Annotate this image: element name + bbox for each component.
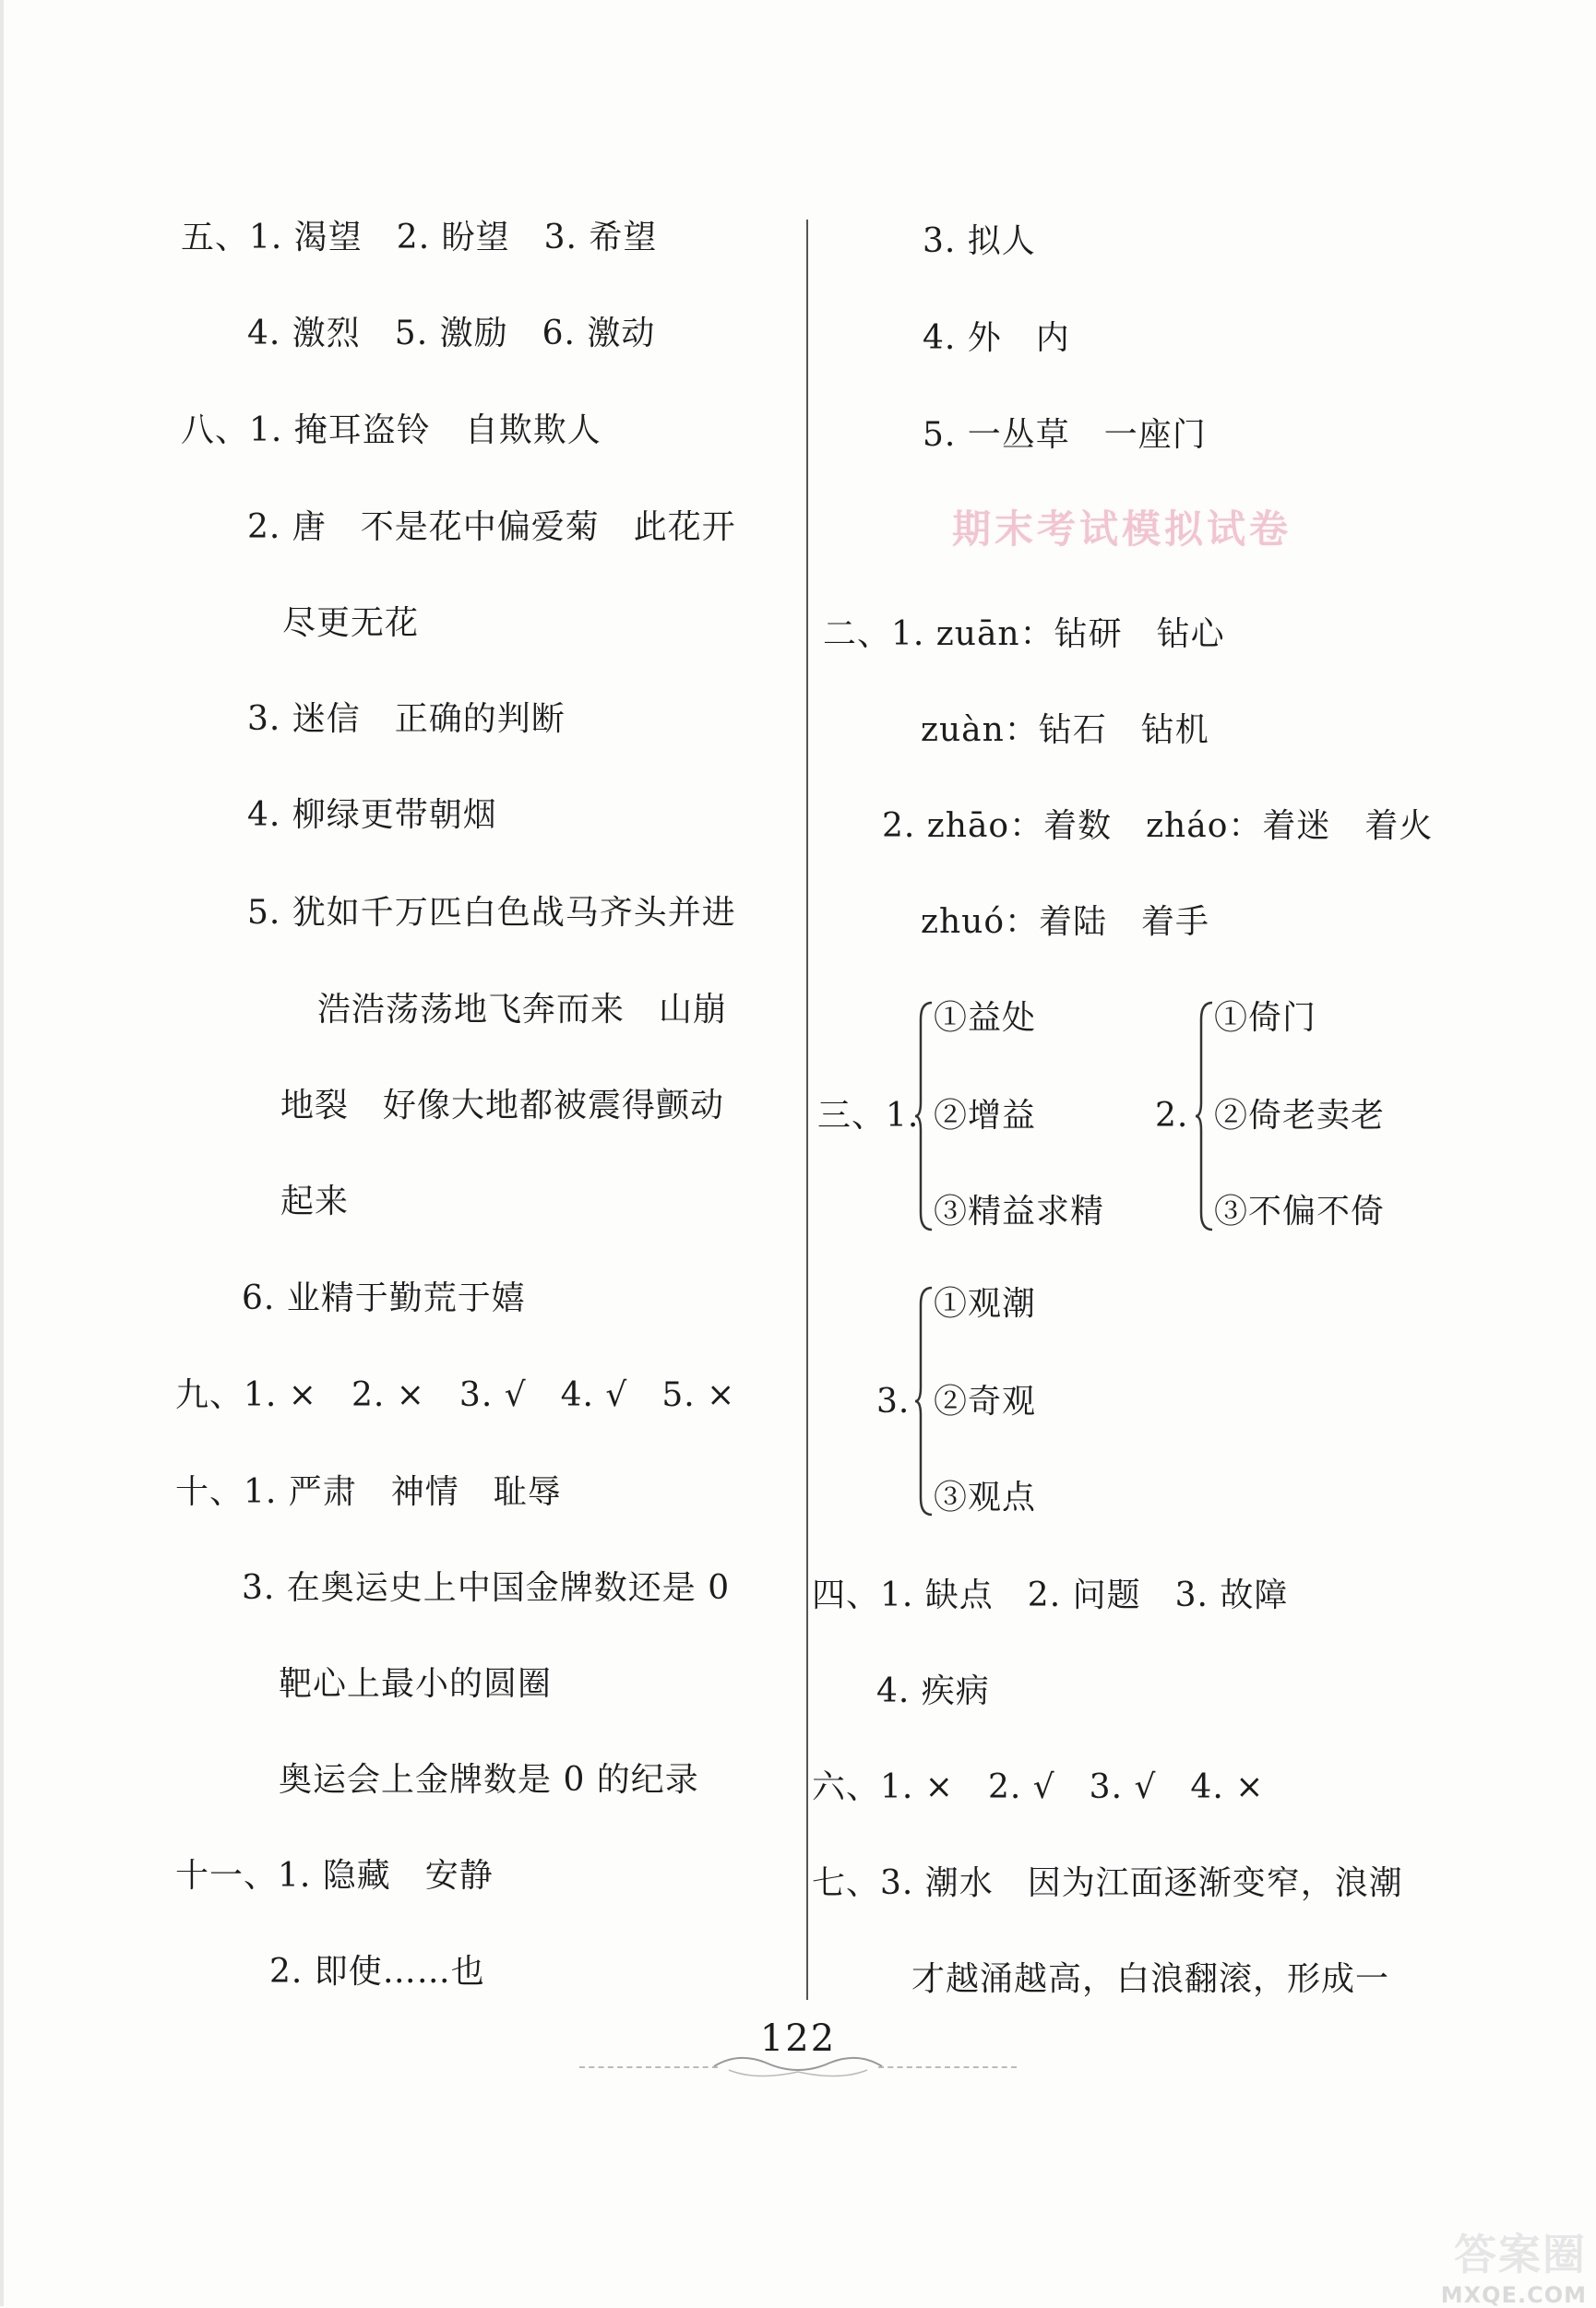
brace-1 [913,1001,934,1231]
left-line-1: 五、1. 渴望 2. 盼望 3. 希望 [181,219,658,256]
group-3-label: 三、1. [817,1097,920,1135]
left-line-5: 尽更无花 [282,604,420,642]
footer-ornament-icon [710,2050,886,2087]
right-line-20: 七、3. 潮水 因为江面逐渐变窄，浪潮 [812,1864,1403,1902]
page-number: 122 [759,2017,837,2060]
right-top-line-1: 3. 拟人 [923,222,1036,260]
brace-2 [1194,1001,1214,1231]
left-line-13: 九、1. × 2. × 3. √ 4. √ 5. × [175,1376,736,1414]
group-2-item-1: ①倚门 [1214,999,1317,1037]
left-line-7: 4. 柳绿更带朝烟 [247,796,497,834]
group-3-item-1: ①观潮 [934,1285,1037,1323]
left-line-3: 八、1. 掩耳盗铃 自欺欺人 [181,411,601,449]
watermark-logo: 答案圈 [1454,2230,1587,2279]
group-3-item-3: ③观点 [934,1479,1037,1517]
group-2-item-2: ②倚老卖老 [1214,1097,1386,1135]
group-1-item-2: ②增益 [934,1097,1037,1135]
left-line-12: 6. 业精于勤荒于嬉 [242,1279,526,1317]
section-title: 期末考试模拟试卷 [952,506,1292,552]
left-line-19: 2. 即使……也 [269,1953,485,1991]
left-line-6: 3. 迷信 正确的判断 [247,700,566,738]
left-line-17: 奥运会上金牌数是 0 的纪录 [279,1761,699,1799]
right-line-17: 四、1. 缺点 2. 问题 3. 故障 [812,1576,1289,1614]
left-line-8: 5. 犹如千万匹白色战马齐头并进 [247,894,736,932]
right-line-3: 2. zhāo：着数 zháo：着迷 着火 [882,807,1434,845]
left-line-11: 起来 [280,1183,350,1220]
right-line-4: zhuó：着陆 着手 [921,903,1210,941]
group-3b-label: 3. [876,1383,911,1421]
footer-rule-left [579,2066,718,2068]
left-line-14: 十、1. 严肃 神情 耻辱 [175,1473,562,1511]
group-1-item-3: ③精益求精 [934,1193,1105,1231]
left-line-9: 浩浩荡荡地飞奔而来 山崩 [317,991,728,1029]
left-line-4: 2. 唐 不是花中偏爱菊 此花开 [247,508,736,546]
right-line-18: 4. 疾病 [876,1672,990,1710]
left-line-10: 地裂 好像大地都被震得颤动 [280,1087,725,1124]
group-2-item-3: ③不偏不倚 [1214,1193,1386,1231]
right-line-19: 六、1. × 2. √ 3. √ 4. × [812,1768,1265,1806]
left-line-15: 3. 在奥运史上中国金牌数还是 0 [242,1569,731,1607]
right-line-2: zuàn：钻石 钻机 [921,711,1209,749]
left-line-16: 靶心上最小的圆圈 [279,1665,553,1703]
column-divider [806,220,808,2000]
left-line-18: 十一、1. 隐藏 安静 [175,1857,494,1895]
watermark-url: MXQE.COM [1440,2282,1587,2308]
right-top-line-2: 4. 外 内 [923,319,1070,357]
scan-edge [0,0,4,2306]
right-top-line-3: 5. 一丛草 一座门 [923,416,1207,454]
footer-rule-right [878,2066,1017,2068]
left-line-2: 4. 激烈 5. 激励 6. 激动 [247,315,656,352]
right-line-1: 二、1. zuān：钻研 钻心 [823,615,1225,653]
group-2-label: 2. [1155,1097,1189,1135]
brace-3 [913,1286,934,1517]
right-line-21: 才越涌越高，白浪翻滚，形成一 [911,1960,1390,1998]
group-1-item-1: ①益处 [934,999,1037,1037]
group-3-item-2: ②奇观 [934,1383,1037,1421]
watermark [1356,2221,1587,2308]
